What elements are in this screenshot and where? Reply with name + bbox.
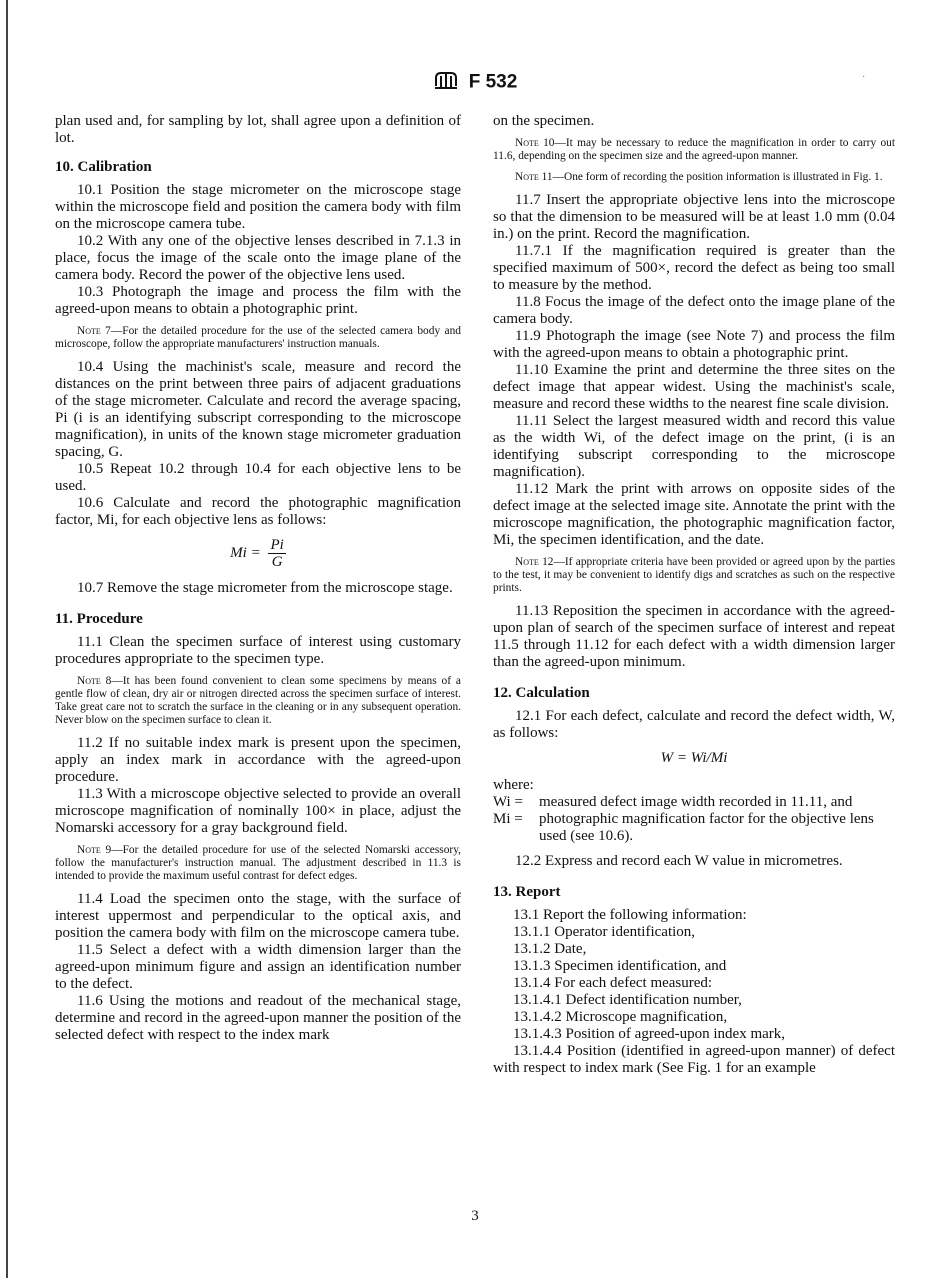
astm-logo-icon: [433, 70, 459, 95]
para-10-2: 10.2 With any one of the objective lenses described in 7.1.3 in place, focus the image of the scale onto the image plane of the camera body. Record the power of the objective lens used.: [55, 233, 461, 283]
para-11-5: 11.5 Select a defect with a width dimension larger than the agreed-upon minimum figure and assign an identification number to the defect.: [55, 942, 461, 992]
formula-lhs: Mi =: [230, 544, 261, 561]
formula-magnification: [55, 537, 461, 570]
note-7-label: Note 7: [77, 325, 111, 337]
note-11-text: —One form of recording the position information is illustrated in Fig. 1.: [552, 171, 883, 183]
formula-fraction: [268, 537, 285, 570]
report-13-1-4-4: 13.1.4.4 Position (identified in agreed-upon manner) of defect with respect to index mark (See Fig. 1 for an example: [493, 1043, 895, 1076]
standard-code: F 532: [468, 71, 518, 93]
note-8-label: Note 8: [77, 675, 112, 687]
definition-mi-text: photographic magnification factor for the objective lens used (see 10.6).: [539, 811, 874, 844]
para-11-13: 11.13 Reposition the specimen in accordance with the agreed-upon plan of search of the specimen surface of interest and repeat 11.5 through 11.12 for each defect with a width dimension larger than the agreed-upon minimum.: [493, 603, 895, 670]
formula-denominator: G: [271, 554, 283, 570]
section-12-title: 12. Calculation: [493, 685, 590, 701]
report-13-1-4-3: 13.1.4.3 Position of agreed-upon index mark,: [513, 1026, 786, 1042]
para-10-5: 10.5 Repeat 10.2 through 10.4 for each objective lens to be used.: [55, 461, 461, 494]
definition-mi: [493, 811, 895, 845]
note-9-text: —For the detailed procedure for use of the selected Nomarski accessory, follow the manufacturer's instruction manual. The adjustment described in 11.3 is intended to provide the maximum useful contrast for defect edges.: [55, 844, 461, 882]
continuation-paragraph: on the specimen.: [493, 113, 595, 129]
report-13-1-4-1: 13.1.4.1 Defect identification number,: [513, 992, 742, 1008]
scan-speck: ·: [862, 72, 866, 83]
para-10-1: 10.1 Position the stage micrometer on the microscope stage within the microscope field and position the camera body with film on the microscope camera tube.: [55, 182, 461, 232]
page-header: [0, 70, 950, 95]
intro-paragraph: plan used and, for sampling by lot, shall agree upon a definition of lot.: [55, 113, 461, 146]
para-11-12: 11.12 Mark the print with arrows on opposite sides of the defect image at the selected image site. Annotate the print with the microscope magnification, the photographic magnification factor, Mi, the specimen identification, and the date.: [493, 481, 895, 548]
note-7-text: —For the detailed procedure for the use of the selected camera body and microscope, follow the appropriate manufacturers' instruction manuals.: [55, 325, 461, 350]
para-11-10: 11.10 Examine the print and determine the three sites on the defect image that appear widest. Using the machinist's scale, measure and record these widths to the nearest fine scale division.: [493, 362, 895, 412]
note-9: [55, 844, 461, 883]
definitions-list: [493, 794, 895, 845]
where-label: where:: [493, 777, 534, 793]
section-10-title: 10. Calibration: [55, 159, 152, 175]
section-11-title: 11. Procedure: [55, 611, 143, 627]
note-9-label: Note 9: [77, 844, 112, 856]
para-12-1: 12.1 For each defect, calculate and record the defect width, W, as follows:: [493, 708, 895, 741]
note-10: [493, 137, 895, 163]
note-11: [493, 171, 895, 184]
definition-wi: [493, 794, 895, 811]
note-12-text: —If appropriate criteria have been provided or agreed upon by the parties to the test, it may be convenient to identify digs and scratches as such on the respective prints.: [493, 556, 895, 594]
note-12: [493, 556, 895, 595]
definition-wi-text: measured defect image width recorded in 11.11, and: [539, 794, 853, 810]
section-13-title: 13. Report: [493, 884, 561, 900]
report-list: [493, 907, 895, 1077]
report-13-1-3: 13.1.3 Specimen identification, and: [513, 958, 727, 974]
para-11-6: 11.6 Using the motions and readout of the mechanical stage, determine and record in the agreed-upon manner the position of the selected defect with respect to the index mark: [55, 993, 461, 1043]
para-10-4: 10.4 Using the machinist's scale, measure and record the distances on the print between three pairs of adjacent graduations of the stage micrometer. Calculate and record the average spacing, Pi (i is an identifying subscript corresponding to the microscope magnification), in units of the known stage micrometer graduation spacing, G.: [55, 359, 461, 460]
para-11-3: 11.3 With a microscope objective selected to provide an overall microscope magnification of nominally 100× in place, adjust the Nomarski accessory for a gray background field.: [55, 786, 461, 836]
para-11-1: 11.1 Clean the specimen surface of interest using customary procedures appropriate to the specimen type.: [55, 634, 461, 667]
para-11-11: 11.11 Select the largest measured width and record this value as the width Wi, of the defect image on the print, (i is an identifying subscript corresponding to the microscope magnification).: [493, 413, 895, 480]
note-11-label: Note 11: [515, 171, 553, 183]
para-10-6: 10.6 Calculate and record the photographic magnification factor, Mi, for each objective lens as follows:: [55, 495, 461, 528]
para-11-4: 11.4 Load the specimen onto the stage, with the surface of interest uppermost and perpendicular to the optical axis, and position the camera body with film on the microscope camera tube.: [55, 891, 461, 941]
report-13-1: 13.1 Report the following information:: [513, 907, 747, 923]
page-edge-line: [6, 0, 8, 1278]
note-8-text: —It has been found convenient to clean some specimens by means of a gentle flow of clean, dry air or nitrogen directed across the specimen surface of interest. Take great care not to scratch the surface in the cleaning or in any subsequent operation. Never blow on the specimen surface to clean it.: [55, 675, 461, 726]
definition-wi-term: Wi =: [493, 794, 523, 810]
right-column: [493, 113, 895, 1077]
report-13-1-2: 13.1.2 Date,: [513, 941, 587, 957]
formula-width: W = Wi/Mi: [660, 750, 728, 766]
para-11-7: 11.7 Insert the appropriate objective lens into the microscope so that the dimension to be measured will be at least 1.0 mm (0.04 in.) on the print. Record the magnification.: [493, 192, 895, 242]
para-11-7-1: 11.7.1 If the magnification required is greater than the specified maximum of 500×, record the defect as being too small to measure by the method.: [493, 243, 895, 293]
para-10-3: 10.3 Photograph the image and process the film with the agreed-upon means to obtain a photographic print.: [55, 284, 461, 317]
formula-numerator: Pi: [270, 537, 284, 553]
note-10-label: Note 10: [515, 137, 555, 149]
page-number: 3: [471, 1208, 479, 1224]
note-12-label: Note 12: [515, 556, 554, 568]
para-11-2: 11.2 If no suitable index mark is present upon the specimen, apply an index mark in accordance with the agreed-upon procedure.: [55, 735, 461, 785]
left-column: [55, 113, 461, 1044]
report-13-1-4: 13.1.4 For each defect measured:: [513, 975, 713, 991]
para-10-7: 10.7 Remove the stage micrometer from the microscope stage.: [77, 580, 453, 596]
para-11-9: 11.9 Photograph the image (see Note 7) and process the film with the agreed-upon means to obtain a photographic print.: [493, 328, 895, 361]
report-13-1-4-2: 13.1.4.2 Microscope magnification,: [513, 1009, 728, 1025]
para-12-2: 12.2 Express and record each W value in micrometres.: [515, 853, 843, 869]
note-7: [55, 325, 461, 351]
note-8: [55, 675, 461, 727]
note-10-text: —It may be necessary to reduce the magnification in order to carry out 11.6, depending on the specimen size and the agreed-upon manner.: [493, 137, 896, 162]
para-11-8: 11.8 Focus the image of the defect onto the image plane of the camera body.: [493, 294, 895, 327]
definition-mi-term: Mi =: [493, 811, 523, 827]
report-13-1-1: 13.1.1 Operator identification,: [513, 924, 696, 940]
